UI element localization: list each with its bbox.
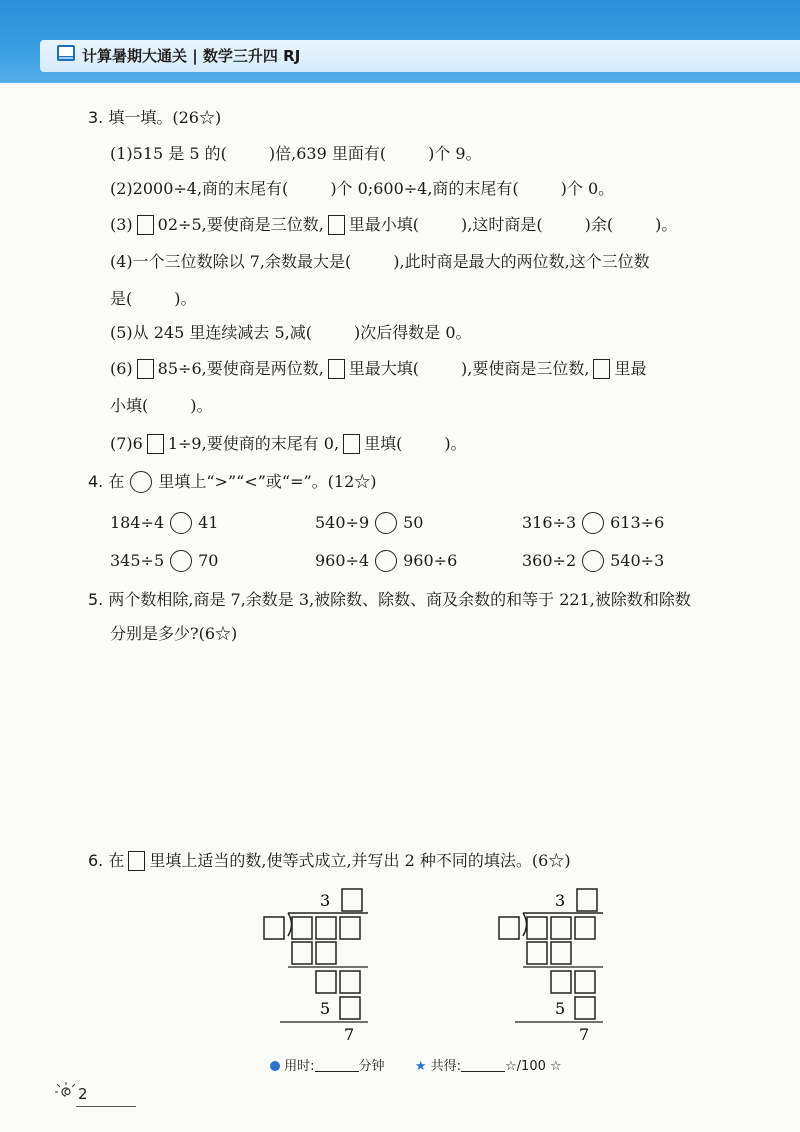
text: )个 0。 xyxy=(560,179,615,198)
compare-circle[interactable] xyxy=(582,512,604,534)
time-unit: 分钟 xyxy=(358,1059,385,1074)
compare-circle[interactable] xyxy=(170,550,192,572)
fill-box[interactable] xyxy=(328,359,345,379)
remainder-box[interactable] xyxy=(551,971,571,993)
q3-sub4-line2 xyxy=(110,287,197,311)
score-field[interactable] xyxy=(461,1059,505,1072)
text: )余( xyxy=(584,215,614,234)
compare-item xyxy=(110,549,218,573)
text: 里填上“>”“<”或“=”。(12☆) xyxy=(158,472,377,491)
remainder-box[interactable] xyxy=(340,971,360,993)
text: 85÷6,要使商是两位数, xyxy=(157,359,324,378)
text: (3) xyxy=(110,215,133,234)
text: 在 xyxy=(108,472,125,491)
text: 50 xyxy=(403,513,424,532)
compare-item xyxy=(315,549,457,573)
q3-sub7 xyxy=(110,432,467,456)
text: ),这时商是( xyxy=(461,215,543,234)
dividend-box[interactable] xyxy=(292,917,312,939)
remainder-digit: 7 xyxy=(344,1025,355,1044)
fill-box[interactable] xyxy=(147,434,164,454)
text: 184÷4 xyxy=(110,513,165,532)
text: 小填( xyxy=(110,396,149,415)
text: )。 xyxy=(174,289,197,308)
text: (5)从 245 里连续减去 5,减( xyxy=(110,323,312,342)
sub-digit: 5 xyxy=(320,999,331,1018)
text: (4)一个三位数除以 7,余数最大是( xyxy=(110,252,352,271)
dividend-box[interactable] xyxy=(551,917,571,939)
text: ),此时商是最大的两位数,这个三位数 xyxy=(393,252,650,271)
time-label: 用时: xyxy=(284,1059,315,1074)
long-division-1 xyxy=(250,884,380,1044)
text: 里最 xyxy=(614,359,647,378)
q3-sub5 xyxy=(110,321,472,345)
text: 960÷6 xyxy=(403,551,458,570)
text: )。 xyxy=(444,434,467,453)
text: (2)2000÷4,商的末尾有( xyxy=(110,179,289,198)
text: )个 0;600÷4,商的末尾有( xyxy=(330,179,519,198)
compare-item xyxy=(315,511,423,535)
text: )。 xyxy=(190,396,213,415)
fill-box[interactable] xyxy=(137,215,154,235)
text: ),要使商是三位数, xyxy=(461,359,590,378)
text: 613÷6 xyxy=(610,513,665,532)
sun-swirl-icon xyxy=(54,1082,78,1102)
fill-box[interactable] xyxy=(343,434,360,454)
text: 41 xyxy=(198,513,219,532)
quotient-box[interactable] xyxy=(577,889,597,911)
q5-text: 分别是多少?(6☆) xyxy=(110,624,238,643)
compare-circle[interactable] xyxy=(375,512,397,534)
divisor-box[interactable] xyxy=(499,917,519,939)
product-box[interactable] xyxy=(292,942,312,964)
q5-answer-area[interactable] xyxy=(110,660,750,830)
clock-icon xyxy=(270,1061,280,1071)
text: 345÷5 xyxy=(110,551,165,570)
q3-sub6-line2 xyxy=(110,394,213,418)
text: 540÷9 xyxy=(315,513,370,532)
quotient-box[interactable] xyxy=(342,889,362,911)
q3-sub3 xyxy=(110,213,677,237)
q3-number: 3. xyxy=(88,108,104,127)
text: 960÷4 xyxy=(315,551,370,570)
q6-heading xyxy=(88,849,571,873)
q3-title: 填一填。(26☆) xyxy=(108,108,222,127)
product-box[interactable] xyxy=(316,942,336,964)
header-title: 计算暑期大通关 | 数学三升四 RJ xyxy=(82,47,301,65)
text: 在 xyxy=(108,851,125,870)
text: 316÷3 xyxy=(522,513,577,532)
star-icon: ★ xyxy=(414,1059,427,1074)
text: (1)515 是 5 的( xyxy=(110,144,227,163)
book-icon xyxy=(56,43,76,63)
remainder-digit: 7 xyxy=(579,1025,590,1044)
q5-number: 5. xyxy=(88,590,104,609)
sub-digit: 5 xyxy=(555,999,566,1018)
text: (6) xyxy=(110,359,133,378)
text: 里最小填( xyxy=(348,215,420,234)
fill-box[interactable] xyxy=(137,359,154,379)
product-box[interactable] xyxy=(575,997,595,1019)
divisor-box[interactable] xyxy=(264,917,284,939)
q4-number: 4. xyxy=(88,472,104,491)
dividend-box[interactable] xyxy=(575,917,595,939)
quotient-digit: 3 xyxy=(320,891,331,910)
text: 70 xyxy=(198,551,219,570)
score-unit: ☆/100 ☆ xyxy=(505,1059,562,1074)
q6-number: 6. xyxy=(88,851,104,870)
q3-sub2 xyxy=(110,177,614,201)
dividend-box[interactable] xyxy=(527,917,547,939)
text: 里填上适当的数,使等式成立,并写出 2 种不同的填法。(6☆) xyxy=(149,851,571,870)
remainder-box[interactable] xyxy=(316,971,336,993)
dividend-box[interactable] xyxy=(316,917,336,939)
compare-circle[interactable] xyxy=(170,512,192,534)
text: 里最大填( xyxy=(348,359,420,378)
fill-box[interactable] xyxy=(328,215,345,235)
division-bracket xyxy=(288,913,292,936)
text: 02÷5,要使商是三位数, xyxy=(157,215,324,234)
long-division-2 xyxy=(485,884,615,1044)
q3-sub4-line1 xyxy=(110,250,650,274)
compare-item xyxy=(110,511,218,535)
quotient-digit: 3 xyxy=(555,891,566,910)
product-box[interactable] xyxy=(340,997,360,1019)
text: 540÷3 xyxy=(610,551,665,570)
score-label: 共得: xyxy=(430,1059,462,1074)
q3-sub1 xyxy=(110,142,482,166)
text: 里填( xyxy=(364,434,403,453)
q3-heading xyxy=(88,106,221,130)
division-bracket xyxy=(523,913,527,936)
fill-box[interactable] xyxy=(593,359,610,379)
q5-line2 xyxy=(110,622,237,646)
text: 是( xyxy=(110,289,133,308)
text: )个 9。 xyxy=(428,144,482,163)
product-box[interactable] xyxy=(551,942,571,964)
text: )。 xyxy=(655,215,678,234)
page-rule xyxy=(76,1106,136,1107)
text: )倍,639 里面有( xyxy=(268,144,387,163)
q4-heading xyxy=(88,470,377,494)
text: 1÷9,要使商的末尾有 0, xyxy=(167,434,340,453)
compare-item xyxy=(522,549,664,573)
page-number: 2 xyxy=(78,1085,88,1103)
footer-stats xyxy=(270,1055,562,1074)
q3-sub6-line1 xyxy=(110,357,646,381)
q5-line1 xyxy=(88,588,691,612)
fill-box-icon xyxy=(128,851,145,871)
text: )次后得数是 0。 xyxy=(353,323,472,342)
circle-icon xyxy=(130,471,152,493)
compare-circle[interactable] xyxy=(582,550,604,572)
q5-text: 两个数相除,商是 7,余数是 3,被除数、除数、商及余数的和等于 221,被除数和除数 xyxy=(108,590,691,609)
product-box[interactable] xyxy=(527,942,547,964)
compare-item xyxy=(522,511,664,535)
time-field[interactable] xyxy=(315,1059,359,1072)
dividend-box[interactable] xyxy=(340,917,360,939)
remainder-box[interactable] xyxy=(575,971,595,993)
compare-circle[interactable] xyxy=(375,550,397,572)
text: 360÷2 xyxy=(522,551,577,570)
text: (7)6 xyxy=(110,434,143,453)
